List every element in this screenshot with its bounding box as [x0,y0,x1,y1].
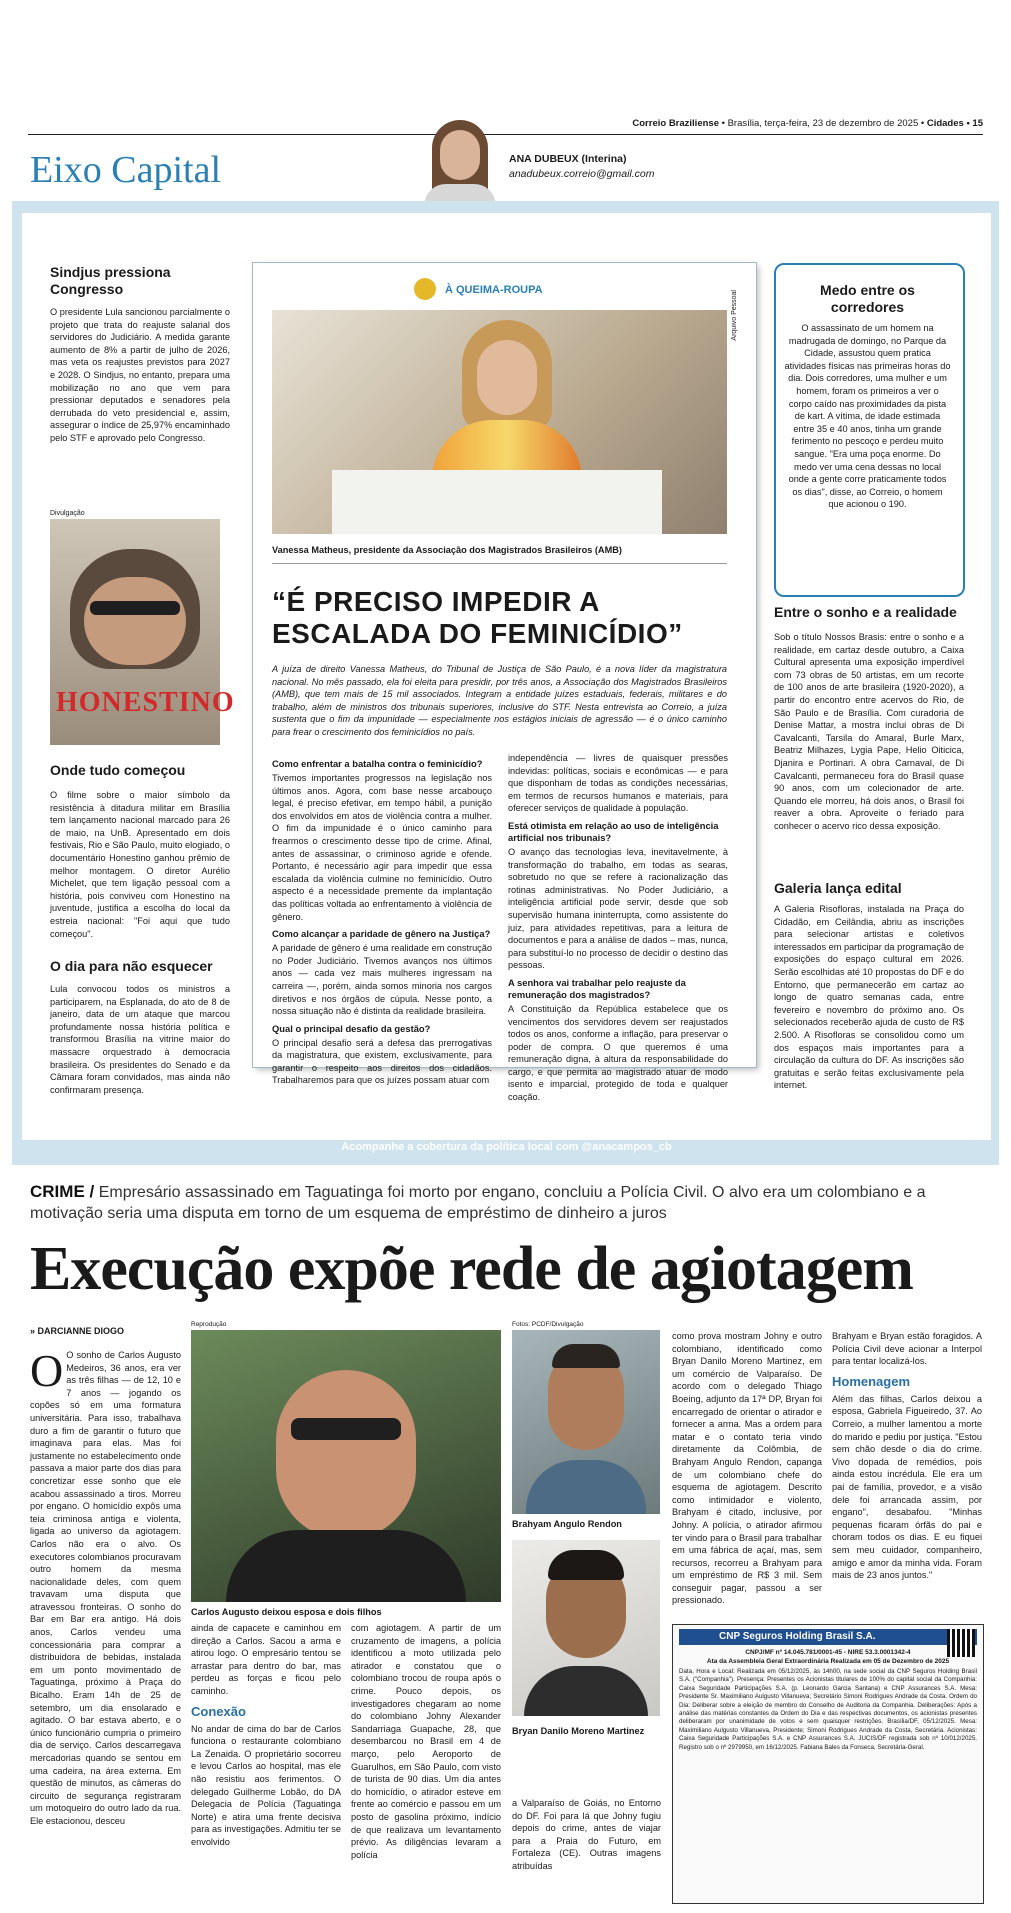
ad-cnpj: CNPJ/MF nº 14.045.781/0001-45 - NIRE 53.3.0001342-4 [745,1649,911,1656]
crime-col-3b [512,1797,661,1873]
sonho-body: Sob o título Nossos Brasis: entre o sonho e a realidade, em cartaz desde outubro, a Caixa Cultural apresenta uma exposição imperdível com 73 obras de 50 artistas, em um recorte de 100 anos de arte brasileira (1920-2020), a partir do encontro entre acervos do Rio, de São Paulo e de Brasília. Com curadoria de Denise Mattar, a mostra inclui obras de Di Cavalcanti, Tarsila do Amaral, Burle Marx, Beatriz Milhazes, Lygia Pape, Helio Oiticica, Djanira e Portinari. A obra Carnaval, de Di Cavalcanti, permaneceu fora do Brasil quase 90 anos, com um colecionador de arte. Quando ele morreu, há dois anos, o Brasil foi reaver a obra. Aproveite o feriado para conhecer o acervo rico dessa exposição. [774,632,964,831]
sonho-note [774,604,964,833]
question-1: Como enfrentar a batalha contra o feminicídio? [272,758,483,769]
odia-title: O dia para não esquecer [50,958,213,974]
interview-col-2 [508,752,728,1104]
legal-ad [672,1624,984,1904]
masthead-section: Cidades [926,118,964,129]
sindjus-title: Sindjus pressiona Congresso [50,264,171,297]
bryan-photo [512,1540,660,1716]
galeria-body: A Galeria Risofloras, instalada na Praça do Cidadão, em Ceilândia, abriu as inscrições para selecionar artistas e coletivos interessados em participar da programação de exposições do espaço cultural em 2026. Serão escolhidas até 10 propostas do DF e do Entorno, que permanecerão em cartaz ao longo de quatro semanas cada, entre fevereiro e novembro do próximo ano. Os selecionados receberão ajuda de custo de R$ 2.500. A Risofloras se consolidou como um dos espaços mais importantes para a circulação da cultura do DF. As inscrições são gratuitas e serão feitas exclusivamente pela internet. [774,904,964,1091]
column-title: Eixo Capital [30,149,222,191]
answer-3: O principal desafio será a defesa das prerrogativas da magistratura, que existem, exclusivamente, para garantir o respeito aos direitos dos cidadãos. Trabalharemos para que os juízes possam atuar com [272,1037,492,1086]
interview-col-1 [272,753,492,1087]
onde-note [50,762,230,940]
crime-col-3 [351,1622,501,1861]
masthead-page: • 15 [966,118,983,129]
medo-body: O assassinato de um homem na madrugada de domingo, no Parque da Cidade, assustou quem pratica atividades físicas nas primeiras horas do dia. Dois corredores, uma mulher e um homem, foram os primeiros a ver o corpo caído nas proximidades da pista de kart. A vítima, de idade estimada entre 35 e 40 anos, tinha um grande ferimento no pescoço e perdeu muito sangue. "Era uma poça enorme. Do medo ver uma cena dessas no local onde a gente corre praticamente todos os dias", disse, ao Correio, o homem que acionou o 190. [784,323,951,510]
crime-body-2: ainda de capacete e caminhou em direção a Carlos. Sacou a arma e atirou logo. O empresário tentou se arrastar para dentro do bar, mas perdeu as forças e ficou pelo caminho. [191,1623,341,1696]
interview-caption: Vanessa Matheus, presidente da Associação dos Magistrados Brasileiros (AMB) [272,545,622,555]
headline-line-2: ESCALADA DO FEMINICÍDIO” [272,618,683,649]
crime-body-3b: a Valparaíso de Goiás, no Entorno do DF. Foi para lá que Johny fugiu depois do crime, antes de viajar para a Praia do Futuro, em Fortaleza (CE). Outras imagens atribuídas [512,1798,661,1871]
honestino-poster [50,519,235,745]
answer-2: A paridade de gênero é uma realidade em construção no Poder Judiciário. Tivemos avanços nos últimos anos — cada vez mais mulheres ingressam na carreira —, porém, ainda somos minoria nos cargos diretivos e nos órgãos de cúpula. Nesse ponto, a nossa situação não é distinta da realidade brasileira. [272,943,492,1017]
crime-body-2b: No andar de cima do bar de Carlos funciona o restaurante colombiano La Zenaida. O proprietário socorreu e levou Carlos ao hospital, mas ele não resistiu aos ferimentos. O delegado Guilherme Lobão, do DA Delegacia de Polícia (Taguatinga Norte) e atira uma frente decisiva para as investigações. Admitiu ter se envolvido [191,1723,341,1847]
onde-body: O filme sobre o maior símbolo da resistência à ditadura militar em Brasília tem lançamento nacional marcado para 26 de maio, na UnB. Apresentado em dois festivais, Rio e São Paulo, muito elogiado, o documentário Honestino ganhou prêmio de melhor montagem. O diretor Aurélio Michelet, que tem ligação pessoal com a história, pois conviveu com Honestino na juventude, justifica a escolha do local da estreia nacional: "Foi aqui que tudo começou". [50,790,230,939]
crime-body-5b: Além das filhas, Carlos deixou a esposa, Gabriela Figueiredo, 37. Ao Correio, a mulher lamentou a morte do marido e pediu por justiça. "Estou sem chão desde o dia do crime. Vivo dopada de remédios, pois ainda estou incrédula. Ele era um pai de família, provedor, e a visão dele foi arrancada assim, por engano", desabafou. "Minhas pequenas ficaram órfãs do pai e choram todos os dias. E eu fiquei sem meu cuidador, companheiro, amigo e amor da minha vida. Foram mais de 23 anos juntos." [832,1393,982,1581]
interview-lead: A juíza de direito Vanessa Matheus, do Tribunal de Justiça de São Paulo, é a nova líder da magistratura nacional. No mês passado, ela foi eleita para presidir, por três anos, a Associação dos Magistrados Brasileiros (AMB), que tem mais de 15 mil associados. Integram a entidade juízes estaduais, federais, militares e do trabalho, além de ministros dos tribunais superiores, inclusive do STF. Nesta entrevista ao Correio, a juíza sustenta que o fim da impunidade — especialmente nos estágios iniciais de agressão — é o único caminho para frear o crescimento dos feminicídios no país. [272,664,727,737]
medo-note [784,282,951,511]
answer-4: O avanço das tecnologias leva, inevitavelmente, à transformação do trabalho, em todas as searas, sobretudo no que se refere à racionalização das rotinas administrativas. No Poder Judiciário, a inteligência artificial pode servir, desde que sob supervisão humana ininterrupta, como assistente do juiz, para atividades repetitivas, para a leitura de documentos e para a análise de dados – mas, nunca, para substituí-lo no processo de decidir o destino das pessoas. [508,846,728,971]
poster-title: HONESTINO [56,687,235,718]
headline-line-1: “É PRECISO IMPEDIR A [272,586,600,617]
answer-5: A Constituição da República estabelece que os vencimentos dos servidores devem ser reajustados todos os anos, conforme a inflação, para preservar o poder de compra. O que queremos é uma remuneração digna, à altura da responsabilidade do cargo, e que permita ao magistrado atuar de modo isento e imparcial, protegido de toda e qualquer coação. [508,1003,728,1103]
column-email[interactable]: anadubeux.correio@gmail.com [509,168,655,180]
masthead-paper: Correio Braziliense [632,118,719,129]
photo2-credit: Fotos: PCDF/Divulgação [512,1321,584,1328]
fire-icon [414,278,436,300]
answer-1: Tivemos importantes progressos na legislação nos últimos anos. Agora, com base nesse arcabouço legal, é preciso efetivar, em tempo hábil, a punição dos envolvidos em atos de violência contra a mulher. O fim da impunidade é o único caminho para frearmos o crescimento desse tipo de crime. Afinal, antes de assassinar, o criminoso agride e ofende. Portanto, é necessário agir para impedir que essa escalada da violência culmine no feminicídio. Outro aspecto é a necessidade premente da implantação das políticas voltada ao enfrentamento à violência de gênero. [272,773,492,922]
crime-col-1 [30,1345,181,1828]
crime-col-4 [672,1330,822,1607]
question-4: Está otimista em relação ao uso de inteligência artificial nos tribunais? [508,819,719,843]
onde-title: Onde tudo começou [50,762,186,778]
crime-label: CRIME / [30,1182,95,1201]
masthead [28,118,983,133]
photo1-credit: Reprodução [191,1321,227,1328]
crime-byline: » DARCIANNE DIOGO [30,1326,125,1336]
qr-code-icon [947,1629,975,1657]
interview-tag: À QUEIMA-ROUPA [445,284,543,296]
crime-body-3: com agiotagem. A partir de um cruzamento de imagens, a polícia identificou a moto utilizada pelo atirador e constatou que o colombiano trocou de roupa após o crime. Pouco depois, os investigadores chegaram ao nome do colombiano Johny Alexander Sandarriaga Guapache, 28, que desembarcou no Brasil em 4 de março, pelo Aeroporto de Guarulhos, em São Paulo, com visto de turista de 90 dias. Um dia antes do homicídio, o atirador esteve em frente ao comércio e passou em um posto de gasolina próximo, indício de que realizava um levantamento prévio. As diligências levaram a polícia [351,1623,501,1860]
drop-cap: O [30,1345,64,1396]
crime-headline: Execução expõe rede de agiotagem [30,1235,913,1303]
question-2: Como alcançar a paridade de gênero na Justiça? [272,928,491,940]
homenagem-title: Homenagem [832,1373,911,1389]
footer-bar: Acompanhe a cobertura da política local com @anacampos_cb [341,1141,672,1153]
masthead-dateline: • Brasília, terça-feira, 23 de dezembro de 2025 • [721,118,925,129]
carlos-photo [191,1330,501,1602]
photo-credit: Arquivo Pessoal [731,290,738,341]
question-3: Qual o principal desafio da gestão? [272,1022,431,1034]
sindjus-body: O presidente Lula sancionou parcialmente o projeto que trata do reajuste salarial dos servidores do Judiciário. A medida garante aumento de 8% a partir de julho de 2026, mas veta os reajustes previstos para 2027 e 2028. O Sindjus, no entanto, prepara uma mobilização no ano que vem para pressionar deputados e senadores pela derrubada do veto presidencial e, assim, assegurar o índice de 25,97% encaminhado pelo STF e aprovado pelo Congresso. [50,307,230,443]
interview-photo [272,310,727,534]
column-author: ANA DUBEUX (Interina) [509,153,627,165]
crime-deck: Empresário assassinado em Taguatinga foi morto por engano, concluiu a Polícia Civil. O alvo era um colombiano e a motivação seria uma disputa em torno de um esquema de empréstimo de dinheiro a juros [30,1184,926,1222]
medo-title: Medo entre os corredores [820,282,915,315]
galeria-note [774,880,964,1092]
sonho-title: Entre o sonho e a realidade [774,604,957,620]
sindjus-note [50,264,230,445]
photo3-caption: Bryan Danilo Moreno Martinez [512,1726,645,1736]
question-5: A senhora vai trabalhar pelo reajuste da remuneração dos magistrados? [508,976,686,1000]
ad-company: CNP Seguros Holding Brasil S.A. [679,1629,977,1645]
crime-col-2 [191,1622,341,1849]
answer-3b: independência — livres de quaisquer pressões indevidas: políticas, sociais e econômicas — e para que disponham de todas as condições necessárias, em termos de recursos humanos e materiais, para oferecer serviços de qualidade à população. [508,753,728,814]
author-photo [418,118,502,204]
crime-body-1: O sonho de Carlos Augusto Medeiros, 36 anos, era ver as três filhas — de 12, 10 e 7 anos — jogando os copões só em uma formatura universitária. Para isso, trabalhava duro a fim de garantir o futuro que imaginava para elas. Mas foi justamente no estabelecimento onde passava a maior parte dos dias para concretizar esse sonho que ele acabou assassinado a tiros. Morreu por engano. O homicídio expôs uma teia criminosa antiga e violenta, ligada ao universo da agiotagem. Carlos não era o alvo. Os executores colombianos procuravam outro homem da mesma nacionalidade deles, com quem travavam uma disputa que atravessou fronteiras. O sonho do Bar em Bar era antigo. Há dois anos, Carlos vendeu uma concessionária para comprar a distribuidora de bebidas, instalada em um ponto movimentado de Taguatinga, próximo à Praça do Bicalho. Eram 14h de 25 de setembro, um dia ensolarado e agitado. O bar estava aberto, e o único funcionário cumpria o primeiro dia de serviço. Carlos descarregava mercadorias quando se sentou em uma cadeira, na área externa. Em questão de minutos, as câmeras do circuito de segurança registraram um motoqueiro do outro lado da rua. Ele estacionou, desceu [30,1350,181,1826]
conexao-title: Conexão [191,1703,246,1719]
galeria-title: Galeria lança edital [774,880,902,896]
photo2-caption: Brahyam Angulo Rendon [512,1519,622,1529]
photo1-caption: Carlos Augusto deixou esposa e dois filhos [191,1607,382,1617]
crime-body-5: Brahyam e Bryan estão foragidos. A Polícia Civil deve acionar a Interpol para tentar localizá-los. [832,1331,982,1367]
masthead-rule [28,134,983,135]
crime-deck-block [30,1181,975,1224]
brahyam-photo [512,1330,660,1514]
interview-headline [272,586,732,650]
crime-body-4: como prova mostram Johny e outro colombiano, identificado como Bryan Danilo Moreno Martinez, em um comércio de Valparaíso. De acordo com o delegado Thiago Boeing, adjunto da 17ª DP, Bryan foi encarregado de orientar o atirador e fornecer a arma. Mas a ordem para matar e o contato teria vindo diretamente da Colômbia, de Brahyam Angulo Rendon, capanga de um colombiano chefe do esquema de agiotagem. Descrito como intimidador e violento, Brahyam é citado, inclusive, por Johny. A polícia, o atirador afirmou ter vindo para o Brasil para trabalhar em uma fábrica de açaí, mas, sem recursos, recorreu a Brahyam para um empréstimo de R$ 3 mil. Sem conseguir pagar, passou a ser pressionado. [672,1331,822,1606]
odia-body: Lula convocou todos os ministros a participarem, na Esplanada, do ato de 8 de janeiro, data de um ataque que marcou profundamente nossa história política e transformou Brasília na vitrine maior do massacre orquestrado à democracia brasileira. Os presidentes do Senado e da Câmara foram convidados, mas ainda não confirmaram presença. [50,984,230,1095]
poster-credit: Divulgação [50,510,85,517]
caption-rule [272,563,727,564]
ad-text: Data, Hora e Local: Realizada em 05/12/2025, às 14h00, na sede social da CNP Seguros Holding Brasil S.A. ("Companhia"). Presença: Presentes os Acionistas titulares de 100% do capital social da Companhia: Caixa Seguridade Participações S.A. (p. Leonardo Garcia Santana) e CNP Assurances S.A. Mesa: Presidente Sr. Maximiliano Aulgusto Villanueva; Secretário Simoni Rodrigues Andrade da Costa. Ordem do Dia: Deliberar sobre a eleição de membro do Conselho de Auditoria da Companhia. Deliberações: Após a análise das matérias constantes da Ordem do Dia e das respectivas documentos, os acionistas presentes deliberaram por unanimidade de votos e sem quaisquer restrições. Brasília/DF, 05/12/2025. Mesa: Maximiliano Aulgusto Villanueva, Presidente; Simoni Rodrigues Andrade da Costa, Secretária. Acionistas: Caixa Seguridade Participações S.A. e CNP Assurances S.A. JUCIS/DF registrada sob nº 10/012/2025. Registro sob o nº 2979950, em 16/12/2025. Fabiana Bales da Fonseca, Secretária-Geral. [679,1668,977,1751]
crime-col-5 [832,1330,982,1582]
odia-note [50,958,230,1096]
ad-title: Ata da Assembleia Geral Extraordinária Realizada em 05 de Dezembro de 2025 [706,1658,950,1665]
